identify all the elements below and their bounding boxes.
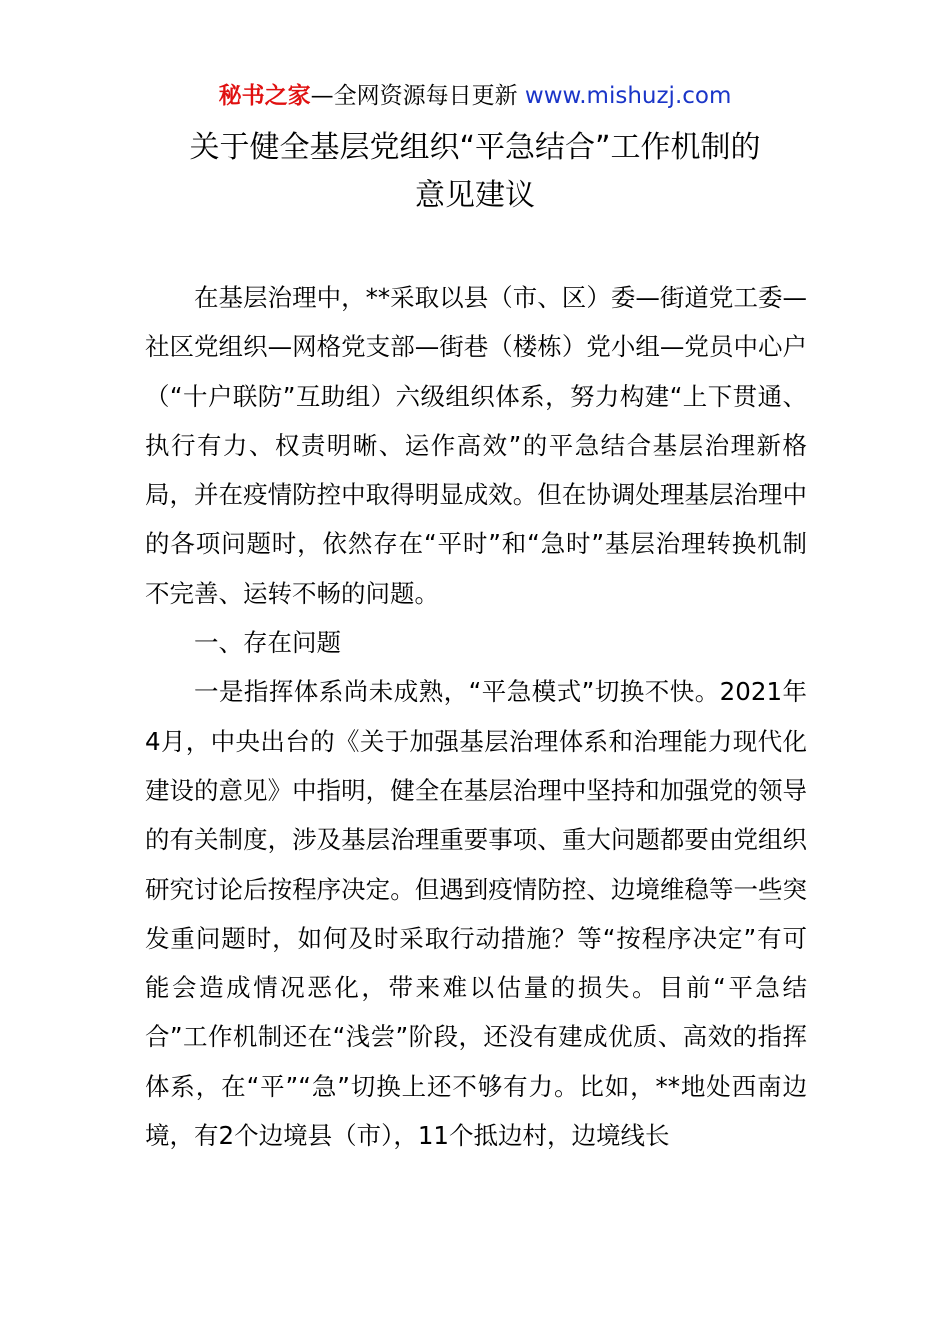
document-body [145, 273, 807, 1160]
section-heading-problems: 一、存在问题 [194, 628, 341, 658]
document-title-line-2: 意见建议 [415, 178, 535, 213]
site-url-link[interactable]: www.mishuzj.com [524, 83, 732, 109]
site-header [0, 80, 950, 112]
document-title-line-1: 关于健全基层党组织“平急结合”工作机制的 [189, 130, 761, 165]
paragraph-problem-1: 一是指挥体系尚未成熟，“平急模式”切换不快。2021年4月，中央出台的《关于加强基层治理体系和治理能力现代化建设的意见》中指明，健全在基层治理中坚持和加强党的领导的有关制度，涉及基层治理重要事项、重大问题都要由党组织研究讨论后按程序决定。但遇到疫情防控、边境维稳等一些突发重问题时，如何及时采取行动措施？等“按程序决定”有可能会造成情况恶化，带来难以估量的损失。目前“平急结合”工作机制还在“浅尝”阶段，还没有建成优质、高效的指挥体系，在“平”“急”切换上还不够有力。比如，**地处西南边境，有2个边境县（市），11个抵边村，边境线长 [145, 677, 807, 1151]
paragraph-intro: 在基层治理中，**采取以县（市、区）委—街道党工委—社区党组织—网格党支部—街巷（楼栋）党小组—党员中心户（“十户联防”互助组）六级组织体系，努力构建“上下贯通、执行有力、权责明晰、运作高效”的平急结合基层治理新格局，并在疫情防控中取得明显成效。但在协调处理基层治理中的各项问题时，依然存在“平时”和“急时”基层治理转换机制不完善、运转不畅的问题。 [145, 283, 807, 608]
site-brand: 秘书之家 [218, 83, 311, 109]
site-tagline: —全网资源每日更新 [310, 83, 518, 109]
